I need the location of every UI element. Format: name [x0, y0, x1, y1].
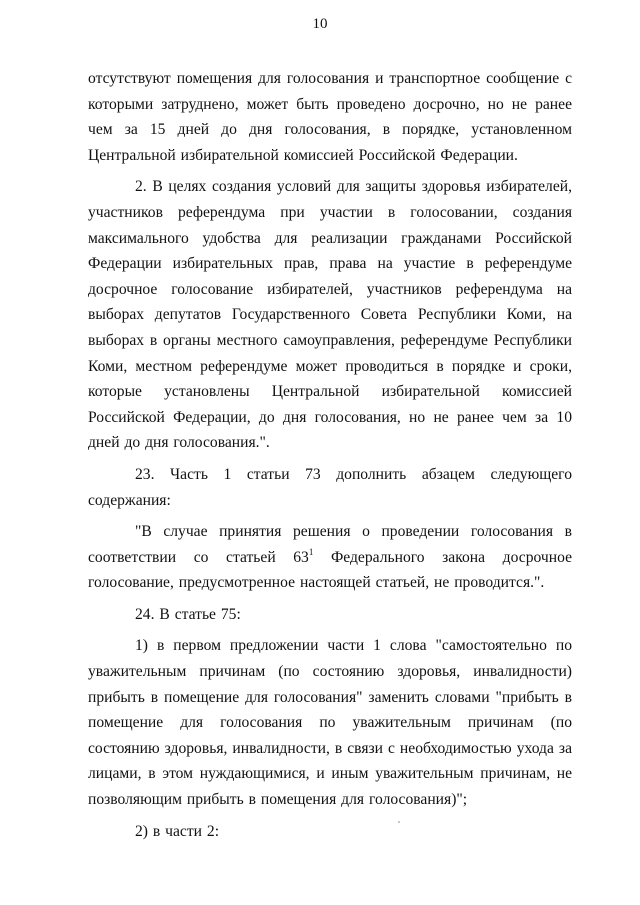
article-superscript: 1: [308, 546, 314, 557]
page-number: 10: [312, 16, 328, 32]
paragraph-subitem-2: 2) в части 2:: [135, 822, 220, 840]
quoted-amendment-end: Федерального закона досрочное голосование, предусмотренное настоящей статьей, не проводится.".: [88, 548, 572, 592]
paragraph-item-23: 23. Часть 1 статьи 73 дополнить абзацем следующего содержания:: [88, 465, 572, 509]
quoted-amendment-start: "В случае принятия решения о проведении голосования в соответствии со статьей 63: [88, 523, 572, 566]
paragraph-subitem-1: 1) в первом предложении части 1 слова "самостоятельно по уважительным причинам (по состоянию здоровья, инвалидности) прибыть в помещение для голосования" заменить словами "прибыть в помещение для голосования по уважительным причинам (по состоянию здоровья, инвалидности, в связи с необходимостью ухода за лицами, в этом нуждающимися, и иным уважительным причинам, не позволяющим прибыть в помещения для голосования)";: [88, 637, 572, 809]
scan-speck: [398, 821, 400, 823]
paragraph-item-2: 2. В целях создания условий для защиты здоровья избирателей, участников референдума при участии в голосовании, создания максимального удобства для реализации гражданами Российской Федерации избирательных прав, права на участие в референдуме досрочное голосование избирателей, участников референдума на выборах депутатов Государственного Совета Республики Коми, на выборах в органы местного самоуправления, референдуме Республики Коми, местном референдуме может проводиться в порядке и сроки, которые установлены Центральной избирательной комиссией Российской Федерации, до дня голосования, но не ранее чем за 10 дней до дня голосования.".: [88, 178, 572, 452]
paragraph-quoted-amendment: [88, 519, 572, 596]
document-body: [88, 66, 572, 850]
paragraph-continuation: отсутствуют помещения для голосования и транспортное сообщение с которыми затруднено, может быть проведено досрочно, но не ранее чем за 15 дней до дня голосования, в порядке, установленном Центральной избирательной комиссией Российской Федерации.: [88, 70, 572, 164]
paragraph-item-24: 24. В статье 75:: [135, 605, 241, 623]
